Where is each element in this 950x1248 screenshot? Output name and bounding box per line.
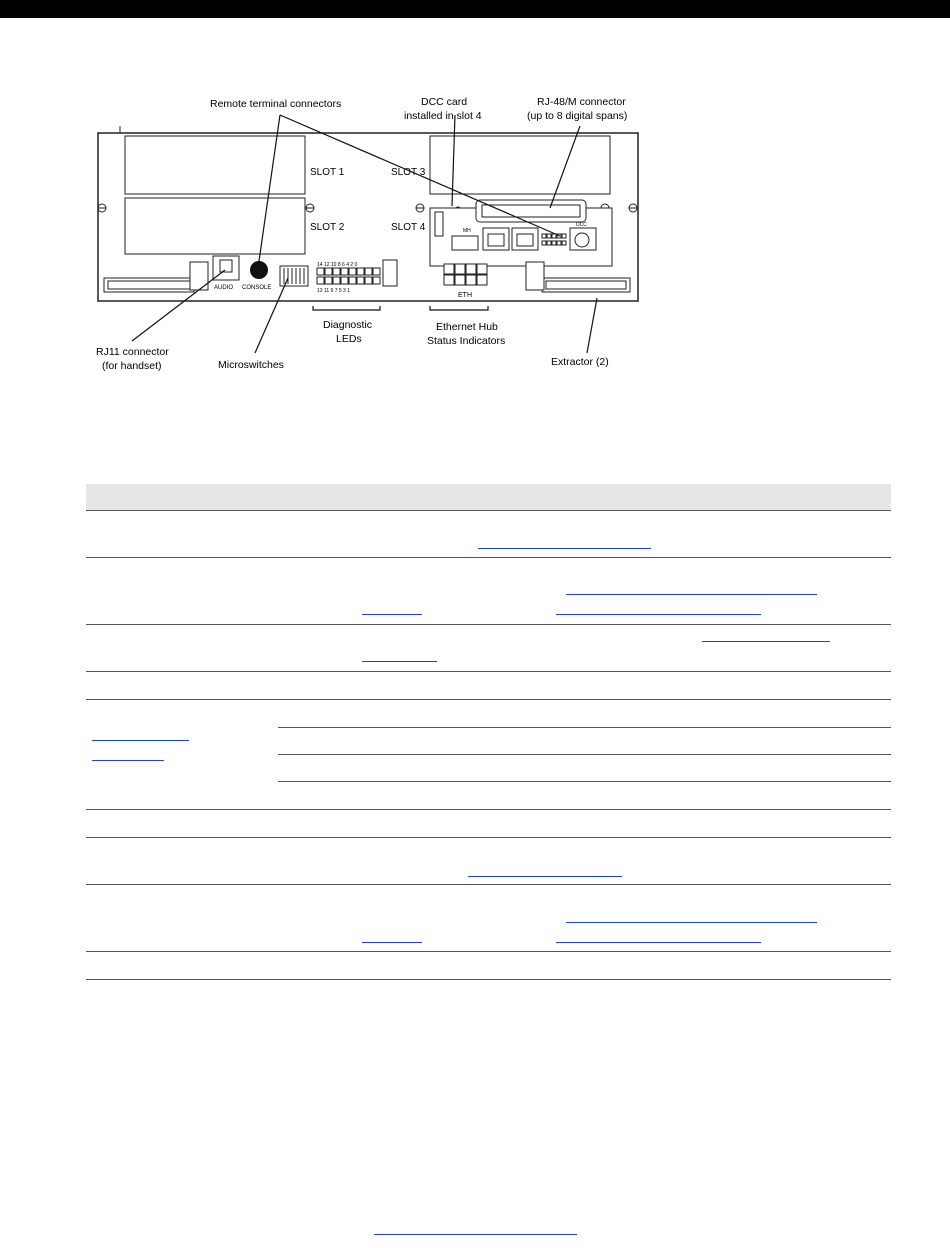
callout-microswitches: Microswitches: [218, 359, 284, 371]
table-row: [86, 810, 891, 838]
table-link[interactable]: [362, 942, 422, 943]
page-header-bar: [0, 0, 950, 18]
slot3-panel: [430, 136, 610, 194]
slot2-panel: [125, 198, 305, 254]
callout-diag-line1: Diagnostic: [323, 319, 373, 331]
table-row: [86, 952, 891, 980]
description-table: [86, 484, 891, 980]
callout-ethhub-line2: Status Indicators: [427, 335, 506, 347]
mini-label: MH: [463, 228, 471, 234]
callout-extractor: Extractor (2): [551, 356, 609, 368]
table-row: [86, 510, 891, 558]
callout-remote-terminal: Remote terminal connectors: [210, 98, 342, 110]
table-link[interactable]: [92, 760, 164, 761]
table-link[interactable]: [556, 942, 761, 943]
led-numbers-top: 14 12 10 8 6 4 2 0: [317, 262, 358, 268]
dcc-small-label: DCC: [576, 222, 587, 228]
table-link[interactable]: [566, 594, 817, 595]
chassis-diagram: [80, 88, 660, 388]
led-numbers-bottom: 13 11 9 7 5 3 1: [317, 288, 350, 294]
console-label: CONSOLE: [242, 285, 272, 291]
callout-dcc-line1: DCC card: [421, 96, 468, 108]
chassis-figure: [80, 88, 660, 388]
table-link[interactable]: [362, 661, 437, 662]
slot1-label: SLOT 1: [310, 167, 345, 178]
callout-ethhub-line1: Ethernet Hub: [436, 321, 498, 333]
table-link[interactable]: [468, 876, 622, 877]
audio-label: AUDIO: [214, 285, 234, 291]
table-link[interactable]: [556, 614, 761, 615]
table-row: [86, 838, 891, 885]
callout-rj48-line2: (up to 8 digital spans): [527, 110, 628, 122]
table-link[interactable]: [566, 922, 817, 923]
table-row: [86, 885, 891, 952]
table-link[interactable]: [702, 641, 830, 642]
table-row: [86, 558, 891, 625]
table-header-row: [86, 484, 891, 510]
slot1-panel: [125, 136, 305, 194]
console-jack-dcc: [575, 233, 589, 247]
ethernet-hub-leds: [444, 264, 487, 285]
slot3-label: SLOT 3: [391, 167, 426, 178]
callout-rj11-line2: (for handset): [102, 360, 162, 372]
table-row-group: [86, 700, 891, 810]
slot4-label: SLOT 4: [391, 222, 426, 233]
callout-rj48-line1: RJ-48/M connector: [537, 96, 626, 108]
slot2-label: SLOT 2: [310, 222, 345, 233]
table-link[interactable]: [92, 740, 189, 741]
callout-dcc-line2: installed in slot 4: [404, 110, 482, 122]
callout-diag-line2: LEDs: [336, 333, 362, 345]
table-row: [86, 672, 891, 700]
callout-rj11-line1: RJ11 connector: [96, 346, 169, 358]
footer-link[interactable]: [374, 1234, 577, 1235]
table-link[interactable]: [362, 614, 422, 615]
table-row: [86, 625, 891, 672]
table-link[interactable]: [478, 548, 651, 549]
eth-label: ETH: [458, 292, 472, 299]
